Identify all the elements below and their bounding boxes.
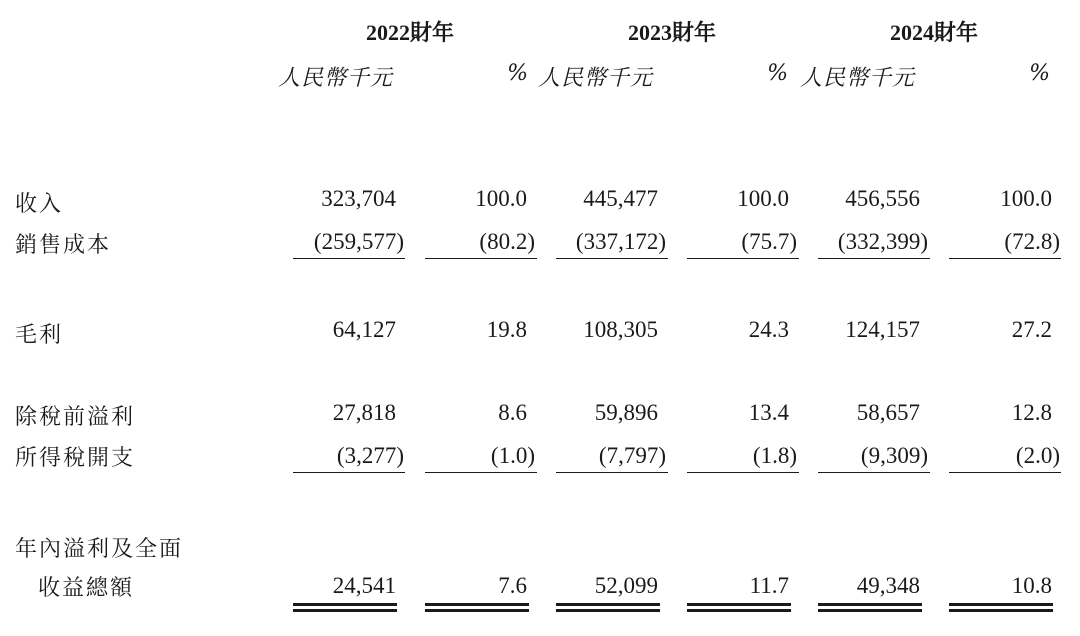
cell-pbt-2022-amount: 27,818 xyxy=(332,400,396,425)
total-double-rule xyxy=(687,603,791,612)
cell-total-2023-amount: 52,099 xyxy=(594,573,658,598)
cell-gross-2024-percent: 27.2 xyxy=(1011,317,1052,342)
row-label-total-income: 收益總額 xyxy=(38,576,135,601)
subtotal-rule xyxy=(556,258,668,259)
row-label-profit-before-tax: 除稅前溢利 xyxy=(15,405,136,430)
subtotal-rule xyxy=(687,258,799,259)
cell-gross-2023-amount: 108,305 xyxy=(583,317,658,342)
subtotal-rule xyxy=(425,472,537,473)
cell-gross-2023-percent: 24.3 xyxy=(748,317,789,342)
cell-tax-2024-amount: (9,309) xyxy=(860,443,928,468)
year-header-2024: 2024財年 xyxy=(889,20,978,45)
row-label-cost-of-sales: 銷售成本 xyxy=(15,233,112,258)
row-label-income-tax: 所得稅開支 xyxy=(15,446,136,471)
cell-pbt-2024-percent: 12.8 xyxy=(1011,400,1052,425)
cell-revenue-2024-amount: 456,556 xyxy=(845,186,920,211)
cell-tax-2022-percent: (1.0) xyxy=(490,443,535,468)
cell-total-2024-percent: 10.8 xyxy=(1011,573,1052,598)
percent-header-2022: % xyxy=(507,61,528,86)
cell-total-2024-amount: 49,348 xyxy=(856,573,920,598)
cell-revenue-2024-percent: 100.0 xyxy=(1000,186,1052,211)
total-double-rule xyxy=(556,603,660,612)
percent-header-2024: % xyxy=(1029,61,1050,86)
cell-total-2022-percent: 7.6 xyxy=(498,573,527,598)
cell-tax-2023-amount: (7,797) xyxy=(598,443,666,468)
year-header-2022: 2022財年 xyxy=(365,20,454,45)
subtotal-rule xyxy=(556,472,668,473)
cell-tax-2023-percent: (1.8) xyxy=(752,443,797,468)
unit-header-2024: 人民幣千元 xyxy=(800,66,916,91)
cell-cost-2023-percent: (75.7) xyxy=(741,229,797,254)
subtotal-rule xyxy=(949,472,1061,473)
cell-total-2023-percent: 11.7 xyxy=(749,573,789,598)
subtotal-rule xyxy=(949,258,1061,259)
cell-pbt-2024-amount: 58,657 xyxy=(856,400,920,425)
cell-gross-2024-amount: 124,157 xyxy=(845,317,920,342)
subtotal-rule xyxy=(425,258,537,259)
cell-revenue-2023-percent: 100.0 xyxy=(737,186,789,211)
row-label-revenue: 收入 xyxy=(15,192,64,217)
cell-revenue-2023-amount: 445,477 xyxy=(583,186,658,211)
cell-cost-2022-percent: (80.2) xyxy=(479,229,535,254)
subtotal-rule xyxy=(818,258,930,259)
cell-tax-2024-percent: (2.0) xyxy=(1015,443,1060,468)
cell-gross-2022-amount: 64,127 xyxy=(332,317,396,342)
subtotal-rule xyxy=(818,472,930,473)
subtotal-rule xyxy=(293,472,405,473)
unit-header-2023: 人民幣千元 xyxy=(538,66,654,91)
total-double-rule xyxy=(818,603,922,612)
unit-header-2022: 人民幣千元 xyxy=(278,66,394,91)
cell-revenue-2022-percent: 100.0 xyxy=(475,186,527,211)
row-label-profit-and-comprehensive: 年內溢利及全面 xyxy=(15,537,184,562)
total-double-rule xyxy=(293,603,397,612)
cell-pbt-2023-amount: 59,896 xyxy=(594,400,658,425)
cell-total-2022-amount: 24,541 xyxy=(332,573,396,598)
year-header-2023: 2023財年 xyxy=(627,20,716,45)
cell-gross-2022-percent: 19.8 xyxy=(486,317,527,342)
total-double-rule xyxy=(949,603,1053,612)
row-label-gross-profit: 毛利 xyxy=(15,323,64,348)
cell-cost-2023-amount: (337,172) xyxy=(575,229,666,254)
percent-header-2023: % xyxy=(767,61,788,86)
cell-revenue-2022-amount: 323,704 xyxy=(321,186,396,211)
cell-pbt-2023-percent: 13.4 xyxy=(748,400,789,425)
cell-cost-2024-amount: (332,399) xyxy=(837,229,928,254)
cell-tax-2022-amount: (3,277) xyxy=(336,443,404,468)
total-double-rule xyxy=(425,603,529,612)
cell-cost-2022-amount: (259,577) xyxy=(313,229,404,254)
cell-cost-2024-percent: (72.8) xyxy=(1004,229,1060,254)
subtotal-rule xyxy=(293,258,405,259)
cell-pbt-2022-percent: 8.6 xyxy=(498,400,527,425)
subtotal-rule xyxy=(687,472,799,473)
